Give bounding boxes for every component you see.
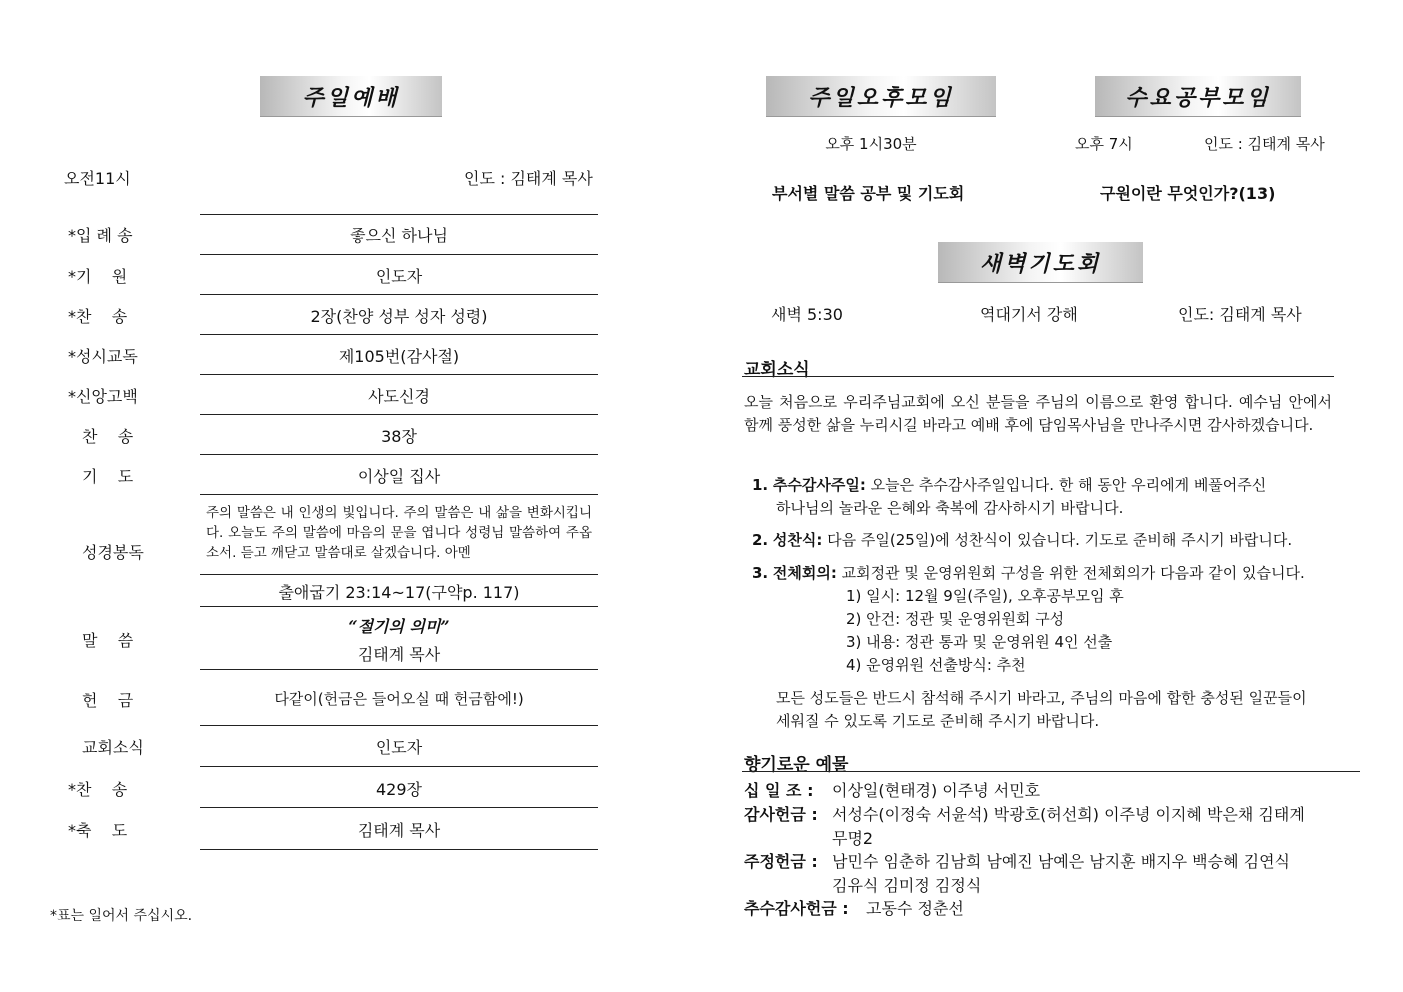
divider xyxy=(200,725,598,726)
news-item: 1. 추수감사주일: 오늘은 추수감사주일입니다. 한 해 동안 우리에게 베풀어주신 xyxy=(752,476,1267,494)
divider xyxy=(200,254,598,255)
wednesday-title-banner xyxy=(1095,76,1301,117)
dawn-time: 새벽 5:30 xyxy=(771,305,843,324)
news-item: 3. 전체회의: 교회정관 및 운영위원회 구성을 위한 전체회의가 다음과 같이 있습니다. xyxy=(752,564,1305,582)
order-value: 제105번(감사절) xyxy=(338,347,460,366)
offering-row-names: 이상일(현태경) 이주녕 서민호 xyxy=(832,781,1041,800)
wednesday-title: 수요공부모임 xyxy=(1125,85,1271,111)
divider xyxy=(200,214,598,215)
offering-row-names: 고동수 정춘선 xyxy=(866,899,964,918)
divider xyxy=(200,807,598,808)
news-subitem: 3) 내용: 정관 통과 및 운영위원 4인 선출 xyxy=(846,633,1113,651)
order-value: 2장(찬양 성부 성자 성령) xyxy=(310,307,488,326)
wednesday-time: 오후 7시 xyxy=(1075,135,1133,153)
news-subitem: 1) 일시: 12월 9일(주일), 오후공부모임 후 xyxy=(846,587,1124,605)
sermon-title: “절기의 의미” xyxy=(348,617,450,636)
dawn-leader: 인도: 김태계 목사 xyxy=(1178,305,1302,324)
divider xyxy=(200,574,598,575)
news-subitem: 2) 안건: 정관 및 운영위원회 구성 xyxy=(846,610,1065,628)
offering-row-label: 추수감사헌금 : xyxy=(744,899,849,918)
divider xyxy=(200,494,598,495)
scripture-prayer: 주의 말씀은 내 인생의 빛입니다. 주의 말씀은 내 삶을 변화시킵니다. 오늘도 주의 말씀에 마음의 문을 엽니다 성령님 말씀하여 주옵소서. 듣고 깨닫고 말씀대로 살겠습니다. 아멘 xyxy=(206,505,592,561)
order-value: 이상일 집사 xyxy=(357,467,441,486)
news-intro: 오늘 처음으로 우리주님교회에 오신 분들을 주님의 이름으로 환영 합니다. 예수님 안에서 함께 풍성한 삶을 누리시길 바라고 예배 후에 담임목사님을 만나주시면 감사하겠습니다. xyxy=(744,393,1332,434)
sermon-preacher: 김태계 목사 xyxy=(357,645,441,664)
dawn-title-banner xyxy=(938,242,1143,283)
divider xyxy=(200,669,598,670)
divider xyxy=(200,454,598,455)
worship-leader: 인도 : 김태계 목사 xyxy=(464,169,593,188)
offering-row-label: 감사헌금 : xyxy=(744,805,818,824)
offering-row-label: 주정헌금 : xyxy=(744,852,818,871)
scripture-reference: 출애굽기 23:14~17(구약p. 117) xyxy=(278,583,520,602)
order-label: *기 원 xyxy=(68,267,128,286)
order-value: 사도신경 xyxy=(368,387,430,406)
divider xyxy=(200,334,598,335)
order-label: 교회소식 xyxy=(82,738,144,757)
order-label: *입 례 송 xyxy=(68,226,133,245)
divider xyxy=(200,374,598,375)
order-label: *찬 송 xyxy=(68,780,128,799)
news-subitem: 4) 운영위원 선출방식: 추천 xyxy=(846,656,1026,674)
standing-footnote: *표는 일어서 주십시오. xyxy=(50,908,193,924)
sermon-label: 말 씀 xyxy=(82,631,134,650)
news-title: 교회소식 xyxy=(744,360,810,380)
divider xyxy=(200,414,598,415)
offering-value: 다같이(헌금은 들어오실 때 헌금함에!) xyxy=(274,690,524,708)
dawn-topic: 역대기서 강해 xyxy=(980,305,1078,324)
order-label: 기 도 xyxy=(82,467,134,486)
divider xyxy=(200,849,598,850)
worship-title: 주일예배 xyxy=(302,85,400,111)
divider xyxy=(200,294,598,295)
afternoon-title-banner xyxy=(766,76,996,117)
offering-row-label: 십 일 조 : xyxy=(744,781,814,800)
wednesday-topic: 구원이란 무엇인가?(13) xyxy=(1100,184,1276,203)
order-label: *축 도 xyxy=(68,821,128,840)
order-value: 인도자 xyxy=(375,267,423,286)
order-label: 찬 송 xyxy=(82,427,134,446)
wednesday-leader: 인도 : 김태계 목사 xyxy=(1204,135,1325,153)
worship-title-banner xyxy=(260,76,442,117)
afternoon-time: 오후 1시30분 xyxy=(825,135,917,153)
order-label: *성시교독 xyxy=(68,347,138,366)
dawn-title: 새벽기도회 xyxy=(979,251,1102,277)
offerings-underline xyxy=(742,771,1360,772)
news-item-continuation: 하나님의 놀라운 은혜와 축복에 감사하시기 바랍니다. xyxy=(776,499,1124,517)
news-closing: 모든 성도들은 반드시 참석해 주시기 바라고, 주님의 마음에 합한 충성된 일꾼들이 세워질 수 있도록 기도로 준비해 주시기 바랍니다. xyxy=(776,689,1307,730)
order-value: 인도자 xyxy=(375,738,423,757)
news-underline xyxy=(742,376,1334,377)
offering-row-names-continued: 무명2 xyxy=(832,829,874,848)
offering-label: 헌 금 xyxy=(82,691,134,710)
order-value: 429장 xyxy=(376,780,422,799)
worship-time: 오전11시 xyxy=(64,169,131,188)
offering-row-names: 서성수(이정숙 서윤석) 박광호(허선희) 이주녕 이지혜 박은채 김태계 xyxy=(832,805,1305,824)
order-value: 김태계 목사 xyxy=(357,821,441,840)
afternoon-topic: 부서별 말씀 공부 및 기도회 xyxy=(772,184,965,203)
afternoon-title: 주일오후모임 xyxy=(808,85,954,111)
offerings-title: 향기로운 예물 xyxy=(744,755,849,775)
divider xyxy=(200,766,598,767)
order-label: *신앙고백 xyxy=(68,387,138,406)
news-item: 2. 성찬식: 다음 주일(25일)에 성찬식이 있습니다. 기도로 준비해 주시기 바랍니다. xyxy=(752,531,1293,549)
offering-row-names: 남민수 임춘하 김남희 남예진 남예은 남지훈 배지우 백승혜 김연식 xyxy=(832,852,1291,871)
offering-row-names-continued: 김유식 김미정 김정식 xyxy=(832,876,982,895)
order-value: 좋으신 하나님 xyxy=(350,226,448,245)
order-value: 38장 xyxy=(381,427,417,446)
scripture-label: 성경봉독 xyxy=(82,543,144,562)
divider xyxy=(200,606,598,607)
order-label: *찬 송 xyxy=(68,307,128,326)
